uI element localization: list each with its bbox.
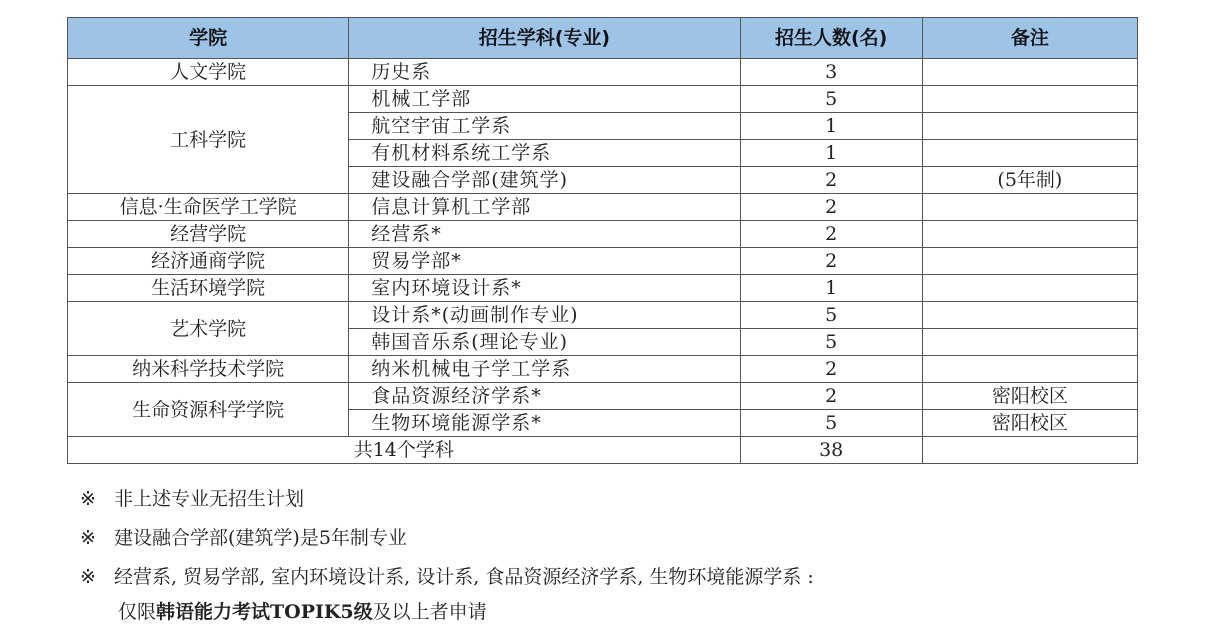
footnote-2-text: 建设融合学部(建筑学)是5年制专业 <box>114 527 407 549</box>
count-cell: 2 <box>740 383 922 410</box>
college-cell: 人文学院 <box>68 59 349 86</box>
major-cell: 航空宇宙工学系 <box>349 113 740 140</box>
footnote-3 <box>80 563 1180 591</box>
college-cell: 信息·生命医学工学院 <box>68 194 349 221</box>
note-cell: 密阳校区 <box>922 383 1137 410</box>
note-cell <box>922 86 1137 113</box>
header-note: 备注 <box>922 18 1137 59</box>
count-cell: 1 <box>740 275 922 302</box>
reference-mark-icon: ※ <box>80 488 96 510</box>
count-cell: 2 <box>740 221 922 248</box>
count-cell: 3 <box>740 59 922 86</box>
reference-mark-icon: ※ <box>80 566 96 588</box>
college-cell: 经济通商学院 <box>68 248 349 275</box>
major-cell: 建设融合学部(建筑学) <box>349 167 740 194</box>
table-row <box>68 302 1138 329</box>
major-cell: 贸易学部* <box>349 248 740 275</box>
college-cell: 生活环境学院 <box>68 275 349 302</box>
note-cell <box>922 194 1137 221</box>
count-cell: 5 <box>740 410 922 437</box>
college-cell: 经营学院 <box>68 221 349 248</box>
header-college: 学院 <box>68 18 349 59</box>
note-cell <box>922 356 1137 383</box>
major-cell: 生物环境能源学系* <box>349 410 740 437</box>
total-count: 38 <box>740 437 922 464</box>
total-label: 共14个学科 <box>68 437 741 464</box>
note-cell <box>922 275 1137 302</box>
college-cell: 艺术学院 <box>68 302 349 356</box>
table-row <box>68 86 1138 113</box>
table-row <box>68 248 1138 275</box>
footnote-1 <box>80 485 1180 513</box>
major-cell: 机械工学部 <box>349 86 740 113</box>
count-cell: 5 <box>740 86 922 113</box>
count-cell: 2 <box>740 167 922 194</box>
table-row <box>68 194 1138 221</box>
reference-mark-icon: ※ <box>80 527 96 549</box>
major-cell: 信息计算机工学部 <box>349 194 740 221</box>
count-cell: 2 <box>740 248 922 275</box>
footnote-2 <box>80 524 1180 552</box>
note-cell <box>922 221 1137 248</box>
major-cell: 历史系 <box>349 59 740 86</box>
major-cell: 经营系* <box>349 221 740 248</box>
count-cell: 5 <box>740 302 922 329</box>
major-cell: 有机材料系统工学系 <box>349 140 740 167</box>
count-cell: 1 <box>740 113 922 140</box>
footnotes <box>80 485 1180 637</box>
header-row <box>68 18 1138 59</box>
header-major: 招生学科(专业) <box>349 18 740 59</box>
footnote-4-prefix: 仅限 <box>118 601 157 623</box>
major-cell: 室内环境设计系* <box>349 275 740 302</box>
footnote-3-continuation <box>80 598 1180 626</box>
major-cell: 设计系*(动画制作专业) <box>349 302 740 329</box>
table-body <box>68 59 1138 464</box>
header-count: 招生人数(名) <box>740 18 922 59</box>
count-cell: 2 <box>740 356 922 383</box>
footnote-3-text: 经营系, 贸易学部, 室内环境设计系, 设计系, 食品资源经济学系, 生物环境能源学系 : <box>114 566 814 588</box>
note-cell <box>922 113 1137 140</box>
college-cell: 工科学院 <box>68 86 349 194</box>
major-cell: 食品资源经济学系* <box>349 383 740 410</box>
table-row <box>68 59 1138 86</box>
note-cell: (5年制) <box>922 167 1137 194</box>
footnote-4-emphasis: 韩语能力考试TOPIK5级 <box>156 601 373 623</box>
major-cell: 纳米机械电子学工学系 <box>349 356 740 383</box>
college-cell: 纳米科学技术学院 <box>68 356 349 383</box>
admissions-table <box>67 17 1138 464</box>
count-cell: 1 <box>740 140 922 167</box>
note-cell <box>922 302 1137 329</box>
major-cell: 韩国音乐系(理论专业) <box>349 329 740 356</box>
table-row <box>68 383 1138 410</box>
footnote-1-text: 非上述专业无招生计划 <box>114 488 305 510</box>
count-cell: 5 <box>740 329 922 356</box>
note-cell: 密阳校区 <box>922 410 1137 437</box>
table-row <box>68 356 1138 383</box>
count-cell: 2 <box>740 194 922 221</box>
table-row <box>68 275 1138 302</box>
note-cell <box>922 248 1137 275</box>
note-cell <box>922 329 1137 356</box>
table-row <box>68 221 1138 248</box>
total-row <box>68 437 1138 464</box>
note-cell <box>922 140 1137 167</box>
total-note <box>922 437 1137 464</box>
note-cell <box>922 59 1137 86</box>
footnote-4-suffix: 及以上者申请 <box>372 601 487 623</box>
college-cell: 生命资源科学学院 <box>68 383 349 437</box>
